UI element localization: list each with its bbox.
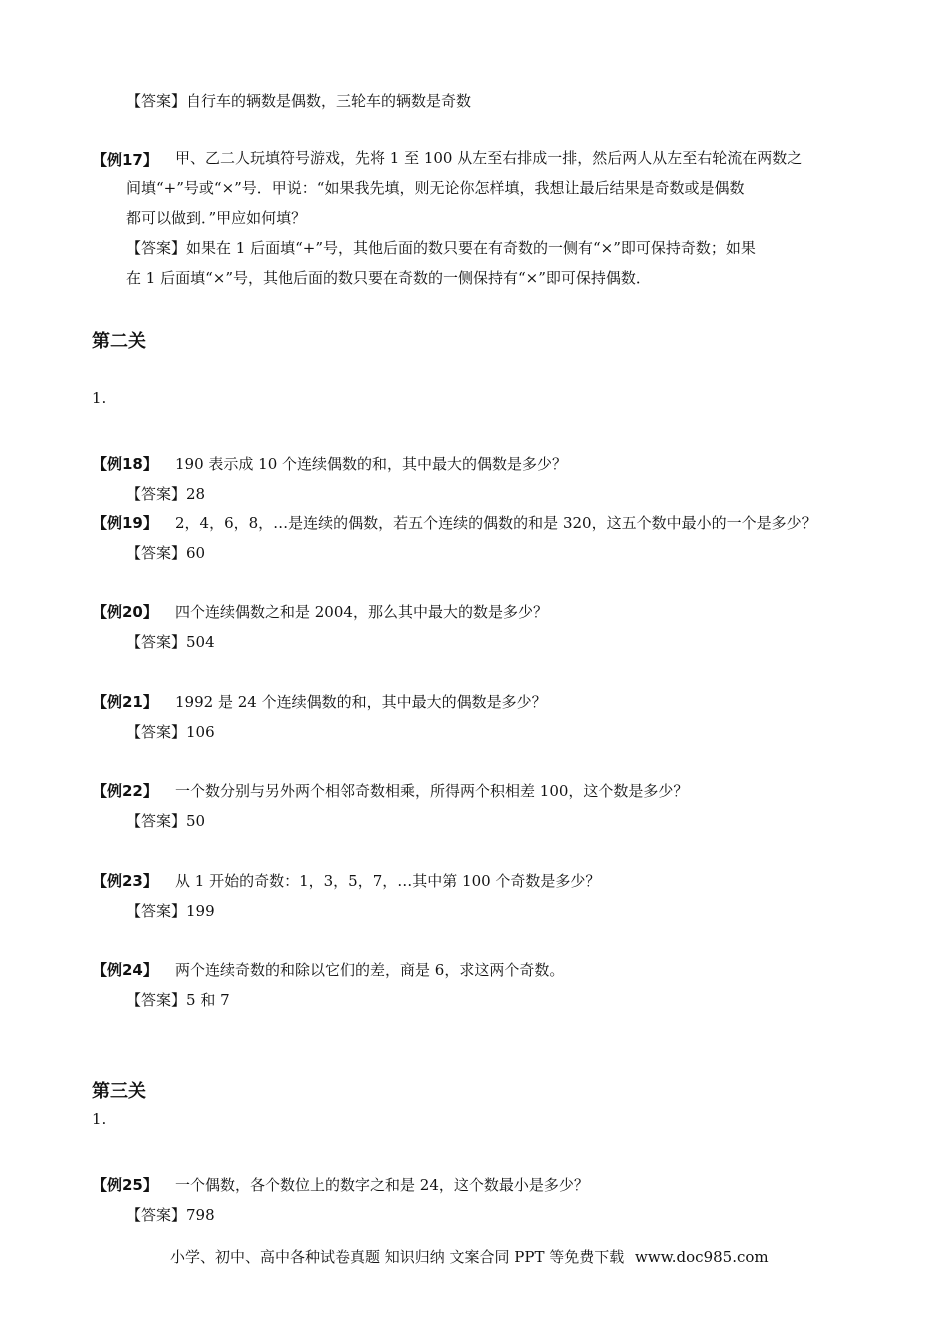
example-label-19: 【例19】 <box>92 514 158 532</box>
example-label-22: 【例22】 <box>92 782 158 800</box>
answer-text: 如果在 1 后面填“+”号，其他后面的数只要在有奇数的一侧有“×”即可保持奇数；如果 <box>186 239 756 257</box>
example-20-answer <box>126 631 215 652</box>
answer-label: 【答案】 <box>126 633 187 651</box>
example-label-24: 【例24】 <box>92 961 158 979</box>
answer-label: 【答案】 <box>126 991 187 1009</box>
footer <box>170 1246 769 1267</box>
answer-text: 199 <box>186 902 215 920</box>
answer-text: 504 <box>186 633 215 651</box>
section-3-item: 1. <box>92 1110 107 1128</box>
answer-label: 【答案】 <box>126 92 187 110</box>
answer-text: 798 <box>186 1206 215 1224</box>
example-23-answer <box>126 900 215 921</box>
example-label-18: 【例18】 <box>92 455 158 473</box>
example-label-23: 【例23】 <box>92 872 158 890</box>
example-18-answer <box>126 483 205 504</box>
answer-label: 【答案】 <box>126 239 187 257</box>
example-21-answer <box>126 721 215 742</box>
example-22-answer <box>126 810 205 831</box>
example-17-line-3: 都可以做到．”甲应如何填？ <box>126 209 307 227</box>
example-17-answer-line-2: 在 1 后面填“×”号，其他后面的数只要在奇数的一侧保持有“×”即可保持偶数． <box>126 269 651 287</box>
example-21-question: 1992 是 24 个连续偶数的和，其中最大的偶数是多少？ <box>175 693 547 711</box>
answer-label: 【答案】 <box>126 544 187 562</box>
answer-text: 28 <box>186 485 206 503</box>
example-20-question: 四个连续偶数之和是 2004，那么其中最大的数是多少？ <box>175 603 548 621</box>
example-17-line-2: 间填“+”号或“×”号．甲说：“如果我先填，则无论你怎样填，我想让最后结果是奇数或是偶数 <box>126 179 745 197</box>
example-23-question: 从 1 开始的奇数：1，3，5，7，…其中第 100 个奇数是多少？ <box>175 872 601 890</box>
footer-text: 小学、初中、高中各种试卷真题 知识归纳 文案合同 PPT 等免费下载 <box>170 1248 625 1266</box>
example-label-17: 【例17】 <box>92 151 158 169</box>
example-label-20: 【例20】 <box>92 603 158 621</box>
answer-text: 50 <box>186 812 206 830</box>
example-17-answer-line-1 <box>126 233 756 263</box>
section-2-item: 1. <box>92 389 107 407</box>
example-label-21: 【例21】 <box>92 693 158 711</box>
example-22-question: 一个数分别与另外两个相邻奇数相乘，所得两个积相差 100，这个数是多少？ <box>175 782 689 800</box>
example-19-question: 2，4，6，8，…是连续的偶数，若五个连续的偶数的和是 320，这五个数中最小的一个是多少？ <box>175 514 817 532</box>
answer-label: 【答案】 <box>126 902 187 920</box>
example-24-answer <box>126 989 230 1010</box>
example-label-25: 【例25】 <box>92 1176 158 1194</box>
example-25-question: 一个偶数，各个数位上的数字之和是 24，这个数最小是多少？ <box>175 1176 589 1194</box>
answer-text: 106 <box>186 723 215 741</box>
footer-site-link[interactable]: www.doc985.com <box>635 1248 769 1266</box>
answer-label: 【答案】 <box>126 723 187 741</box>
answer-text: 60 <box>186 544 206 562</box>
example-17-line-1: 甲、乙二人玩填符号游戏，先将 1 至 100 从左至右排成一排，然后两人从左至右轮流在两数之 <box>175 149 803 167</box>
example-18-question: 190 表示成 10 个连续偶数的和，其中最大的偶数是多少？ <box>175 455 568 473</box>
answer-text: 自行车的辆数是偶数，三轮车的辆数是奇数 <box>186 92 472 110</box>
answer-text: 5 和 7 <box>186 991 230 1009</box>
answer-label: 【答案】 <box>126 1206 187 1224</box>
top-answer <box>126 90 471 111</box>
example-19-answer <box>126 542 205 563</box>
answer-label: 【答案】 <box>126 812 187 830</box>
section-title-3: 第三关 <box>92 1081 146 1102</box>
example-25-answer <box>126 1204 215 1225</box>
answer-label: 【答案】 <box>126 485 187 503</box>
example-24-question: 两个连续奇数的和除以它们的差，商是 6，求这两个奇数。 <box>175 961 565 979</box>
section-title-2: 第二关 <box>92 331 146 352</box>
